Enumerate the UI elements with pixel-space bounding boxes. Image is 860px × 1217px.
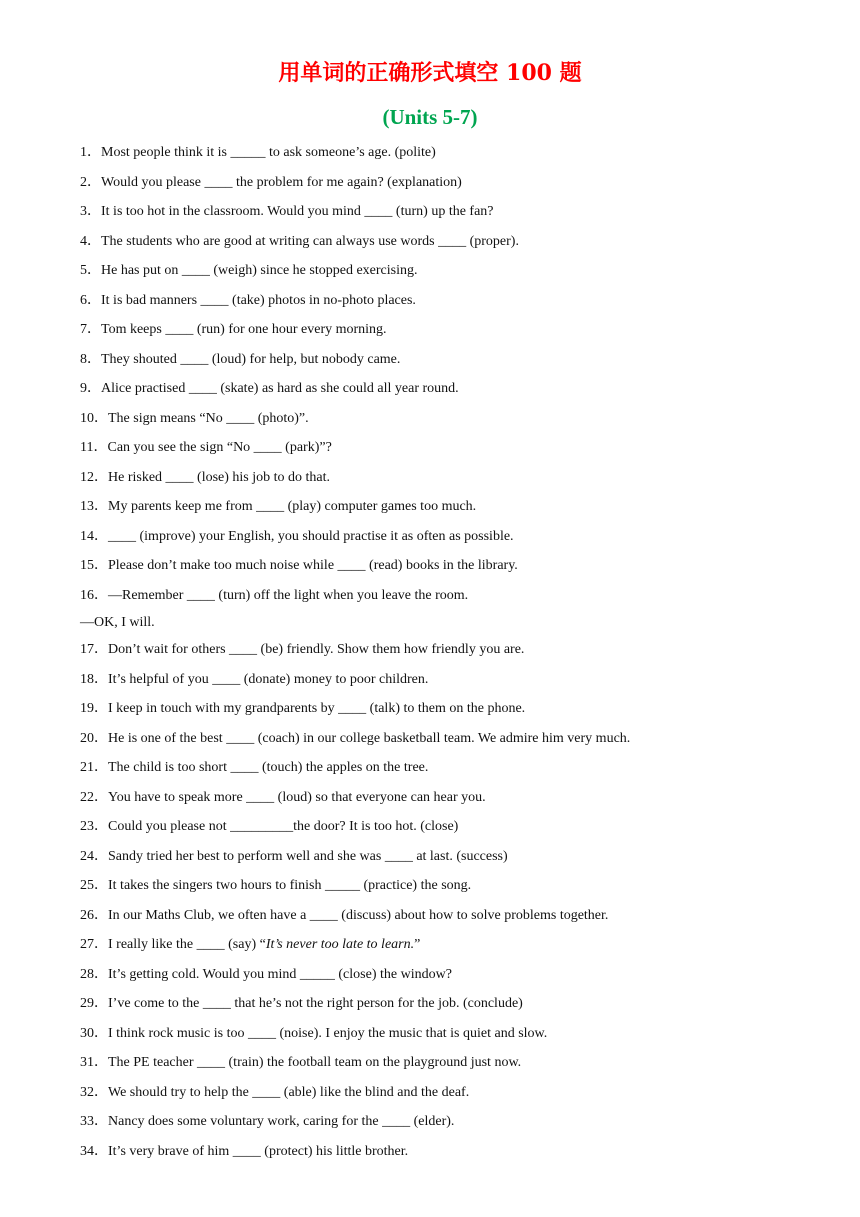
question-number: 14． [80, 528, 108, 544]
question-number: 34． [80, 1143, 108, 1159]
question-item [80, 556, 840, 576]
answer-line [80, 613, 840, 633]
question-text: In our Maths Club, we often have a ____ (discuss) about how to solve problems together. [108, 907, 609, 923]
question-text: The child is too short ____ (touch) the apples on the tree. [108, 760, 429, 775]
question-number: 29． [80, 996, 108, 1011]
question-item [80, 320, 840, 340]
question-text: ____ (improve) your English, you should practise it as often as possible. [108, 528, 514, 544]
question-number: 5． [80, 263, 101, 278]
question-item [80, 699, 840, 719]
question-text-tail: ” [414, 937, 421, 952]
question-text: —Remember ____ (turn) off the light when you leave the room. [108, 587, 469, 603]
question-number: 30． [80, 1025, 108, 1041]
question-number: 2． [80, 174, 101, 190]
question-item [80, 670, 840, 690]
question-text: He has put on ____ (weigh) since he stopped exercising. [101, 263, 418, 278]
question-number: 33． [80, 1114, 108, 1129]
question-text: I’ve come to the ____ that he’s not the right person for the job. (conclude) [108, 996, 523, 1011]
question-text: I really like the ____ (say) “ [108, 937, 266, 952]
question-number: 26． [80, 907, 108, 923]
question-text: I think rock music is too ____ (noise). I enjoy the music that is quiet and slow. [108, 1025, 548, 1041]
question-text: Would you please ____ the problem for me again? (explanation) [101, 174, 462, 190]
question-item [80, 497, 840, 517]
question-item [80, 1024, 840, 1044]
question-item [80, 994, 840, 1014]
question-text: Tom keeps ____ (run) for one hour every morning. [101, 322, 387, 337]
question-text: Sandy tried her best to perform well and she was ____ at last. (success) [108, 848, 508, 864]
question-item [80, 143, 840, 163]
question-text: He risked ____ (lose) his job to do that. [108, 469, 331, 485]
question-number: 7． [80, 322, 101, 337]
question-number: 12． [80, 469, 108, 485]
question-text: You have to speak more ____ (loud) so that everyone can hear you. [108, 789, 486, 805]
question-item [80, 817, 840, 837]
question-item [80, 527, 840, 547]
question-number: 9． [80, 381, 101, 396]
question-text: It’s helpful of you ____ (donate) money to poor children. [108, 671, 429, 687]
question-text: It’s getting cold. Would you mind _____ (close) the window? [108, 966, 452, 982]
question-number: 31． [80, 1055, 108, 1070]
question-number: 19． [80, 701, 108, 716]
question-item [80, 202, 840, 222]
question-number: 20． [80, 730, 108, 746]
question-item [80, 729, 840, 749]
question-item [80, 379, 840, 399]
question-number: 8． [80, 351, 101, 367]
question-text: He is one of the best ____ (coach) in our college basketball team. We admire him very much. [108, 730, 631, 746]
question-item [80, 1053, 840, 1073]
question-item [80, 409, 840, 429]
question-item [80, 350, 840, 370]
question-item [80, 1142, 840, 1162]
question-item [80, 261, 840, 281]
question-text: Please don’t make too much noise while ____ (read) books in the library. [108, 558, 518, 573]
question-text: Most people think it is _____ to ask someone’s age. (polite) [101, 145, 436, 160]
question-number: 25． [80, 878, 108, 893]
question-text: Alice practised ____ (skate) as hard as she could all year round. [101, 381, 459, 396]
question-number: 10． [80, 410, 108, 426]
question-text: It takes the singers two hours to finish _____ (practice) the song. [108, 878, 472, 893]
question-number: 24． [80, 848, 108, 864]
question-number: 3． [80, 204, 101, 219]
question-text: We should try to help the ____ (able) like the blind and the deaf. [108, 1084, 470, 1100]
question-item [80, 906, 840, 926]
question-item [80, 173, 840, 193]
question-item [80, 1083, 840, 1103]
question-number: 21． [80, 760, 108, 775]
question-item [80, 586, 840, 606]
question-item [80, 935, 840, 955]
page-subtitle: (Units 5-7) [382, 105, 478, 129]
question-text: Could you please not _________the door? It is too hot. (close) [108, 819, 459, 834]
question-number: 11． [80, 440, 108, 455]
question-item [80, 291, 840, 311]
question-text: My parents keep me from ____ (play) computer games too much. [108, 499, 477, 514]
question-item [80, 1112, 840, 1132]
question-number: 17． [80, 642, 108, 657]
question-item [80, 847, 840, 867]
question-text: It is bad manners ____ (take) photos in no-photo places. [101, 292, 416, 308]
question-text: It’s very brave of him ____ (protect) his little brother. [108, 1143, 409, 1159]
question-text: Don’t wait for others ____ (be) friendly. Show them how friendly you are. [108, 642, 525, 657]
question-list [80, 143, 840, 1171]
question-item [80, 965, 840, 985]
question-number: 13． [80, 499, 108, 514]
question-text: The sign means “No ____ (photo)”. [108, 410, 309, 426]
question-text: They shouted ____ (loud) for help, but nobody came. [101, 351, 401, 367]
question-item [80, 876, 840, 896]
question-item [80, 788, 840, 808]
question-number: 15． [80, 558, 108, 573]
question-text: The PE teacher ____ (train) the football team on the playground just now. [108, 1055, 522, 1070]
question-number: 4． [80, 233, 101, 249]
question-item [80, 438, 840, 458]
question-number: 16． [80, 587, 108, 603]
question-text: Can you see the sign “No ____ (park)”? [107, 440, 332, 455]
question-number: 1． [80, 145, 101, 160]
question-number: 22． [80, 789, 108, 805]
question-text: Nancy does some voluntary work, caring for the ____ (elder). [108, 1114, 455, 1129]
question-text: —OK, I will. [80, 615, 155, 630]
question-item [80, 758, 840, 778]
question-item [80, 232, 840, 252]
question-text: I keep in touch with my grandparents by ____ (talk) to them on the phone. [108, 701, 526, 716]
quoted-saying: It’s never too late to learn. [265, 937, 415, 952]
question-number: 6． [80, 292, 101, 308]
question-text: It is too hot in the classroom. Would you mind ____ (turn) up the fan? [101, 204, 494, 219]
question-number: 32． [80, 1084, 108, 1100]
question-item [80, 468, 840, 488]
question-text: The students who are good at writing can always use words ____ (proper). [101, 233, 519, 249]
question-item [80, 640, 840, 660]
question-number: 28． [80, 966, 108, 982]
question-number: 18． [80, 671, 108, 687]
page-title: 用单词的正确形式填空 100 题 [278, 60, 582, 86]
question-number: 27． [80, 937, 108, 952]
question-number: 23． [80, 819, 108, 834]
